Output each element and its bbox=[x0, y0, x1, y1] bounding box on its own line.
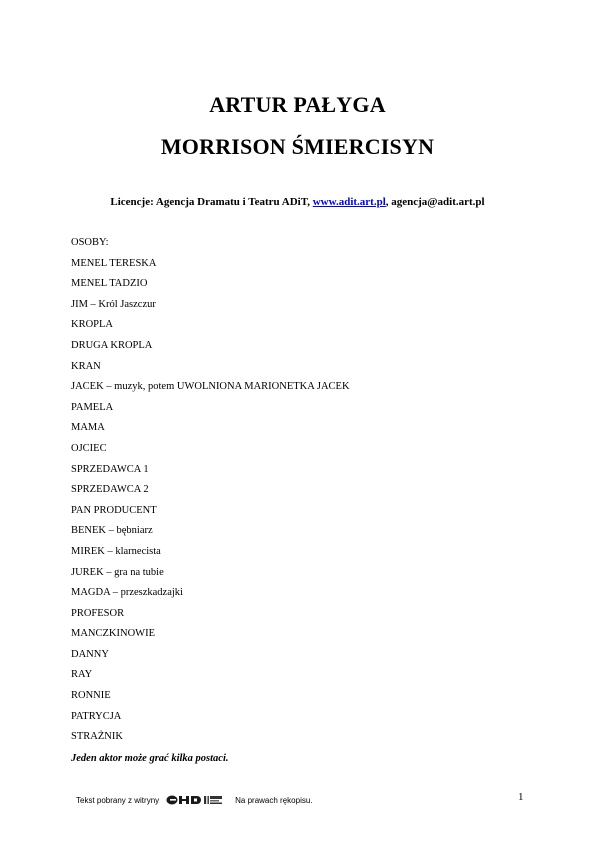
cast-item: DRUGA KROPLA bbox=[71, 339, 153, 351]
cast-item: MIREK – klarnecista bbox=[71, 545, 161, 557]
play-title: MORRISON ŚMIERCISYN bbox=[160, 134, 435, 159]
cast-item: DANNY bbox=[71, 648, 109, 660]
cast-list bbox=[71, 236, 350, 751]
cast-item: KROPLA bbox=[71, 319, 114, 331]
cast-item: MAGDA – przeszkadzajki bbox=[71, 587, 183, 599]
ehd-logo-icon bbox=[165, 794, 223, 806]
cast-item: PATRYCJA bbox=[71, 710, 122, 722]
cast-item: MENEL TADZIO bbox=[71, 278, 148, 290]
license-suffix: , agencja@adit.art.pl bbox=[385, 196, 485, 208]
cast-item: SPRZEDAWCA 2 bbox=[71, 484, 149, 496]
cast-item: PAN PRODUCENT bbox=[71, 504, 157, 516]
license-line bbox=[0, 196, 595, 208]
license-link[interactable]: www.adit.art.pl bbox=[312, 196, 386, 208]
cast-item: PROFESOR bbox=[71, 607, 125, 619]
cast-item: JUREK – gra na tubie bbox=[71, 566, 164, 578]
cast-item: STRAŻNIK bbox=[71, 731, 123, 743]
cast-item: OJCIEC bbox=[71, 442, 107, 454]
cast-note: Jeden aktor może grać kilka postaci. bbox=[71, 753, 229, 764]
cast-heading: OSOBY: bbox=[71, 237, 109, 248]
cast-item: MENEL TERESKA bbox=[71, 257, 157, 269]
cast-item: MAMA bbox=[71, 422, 105, 434]
cast-item: BENEK – bębniarz bbox=[71, 525, 153, 537]
cast-item: SPRZEDAWCA 1 bbox=[71, 463, 149, 475]
cast-item: JIM – Król Jaszczur bbox=[71, 298, 156, 310]
author-name: ARTUR PAŁYGA bbox=[209, 92, 386, 117]
footer-text-before: Tekst pobrany z witryny bbox=[76, 795, 160, 805]
cast-item: RAY bbox=[71, 669, 93, 681]
license-prefix: Licencje: Agencja Dramatu i Teatru ADiT, bbox=[110, 196, 313, 208]
cast-item: JACEK – muzyk, potem UWOLNIONA MARIONETKA JACEK bbox=[71, 381, 350, 393]
cast-item: PAMELA bbox=[71, 401, 114, 413]
cast-item: MANCZKINOWIE bbox=[71, 628, 155, 640]
cast-item: KRAN bbox=[71, 360, 101, 372]
footer-text-after: Na prawach rękopisu. bbox=[235, 795, 313, 805]
footer bbox=[76, 792, 313, 808]
page-number: 1 bbox=[518, 791, 524, 803]
cast-item: RONNIE bbox=[71, 690, 111, 702]
